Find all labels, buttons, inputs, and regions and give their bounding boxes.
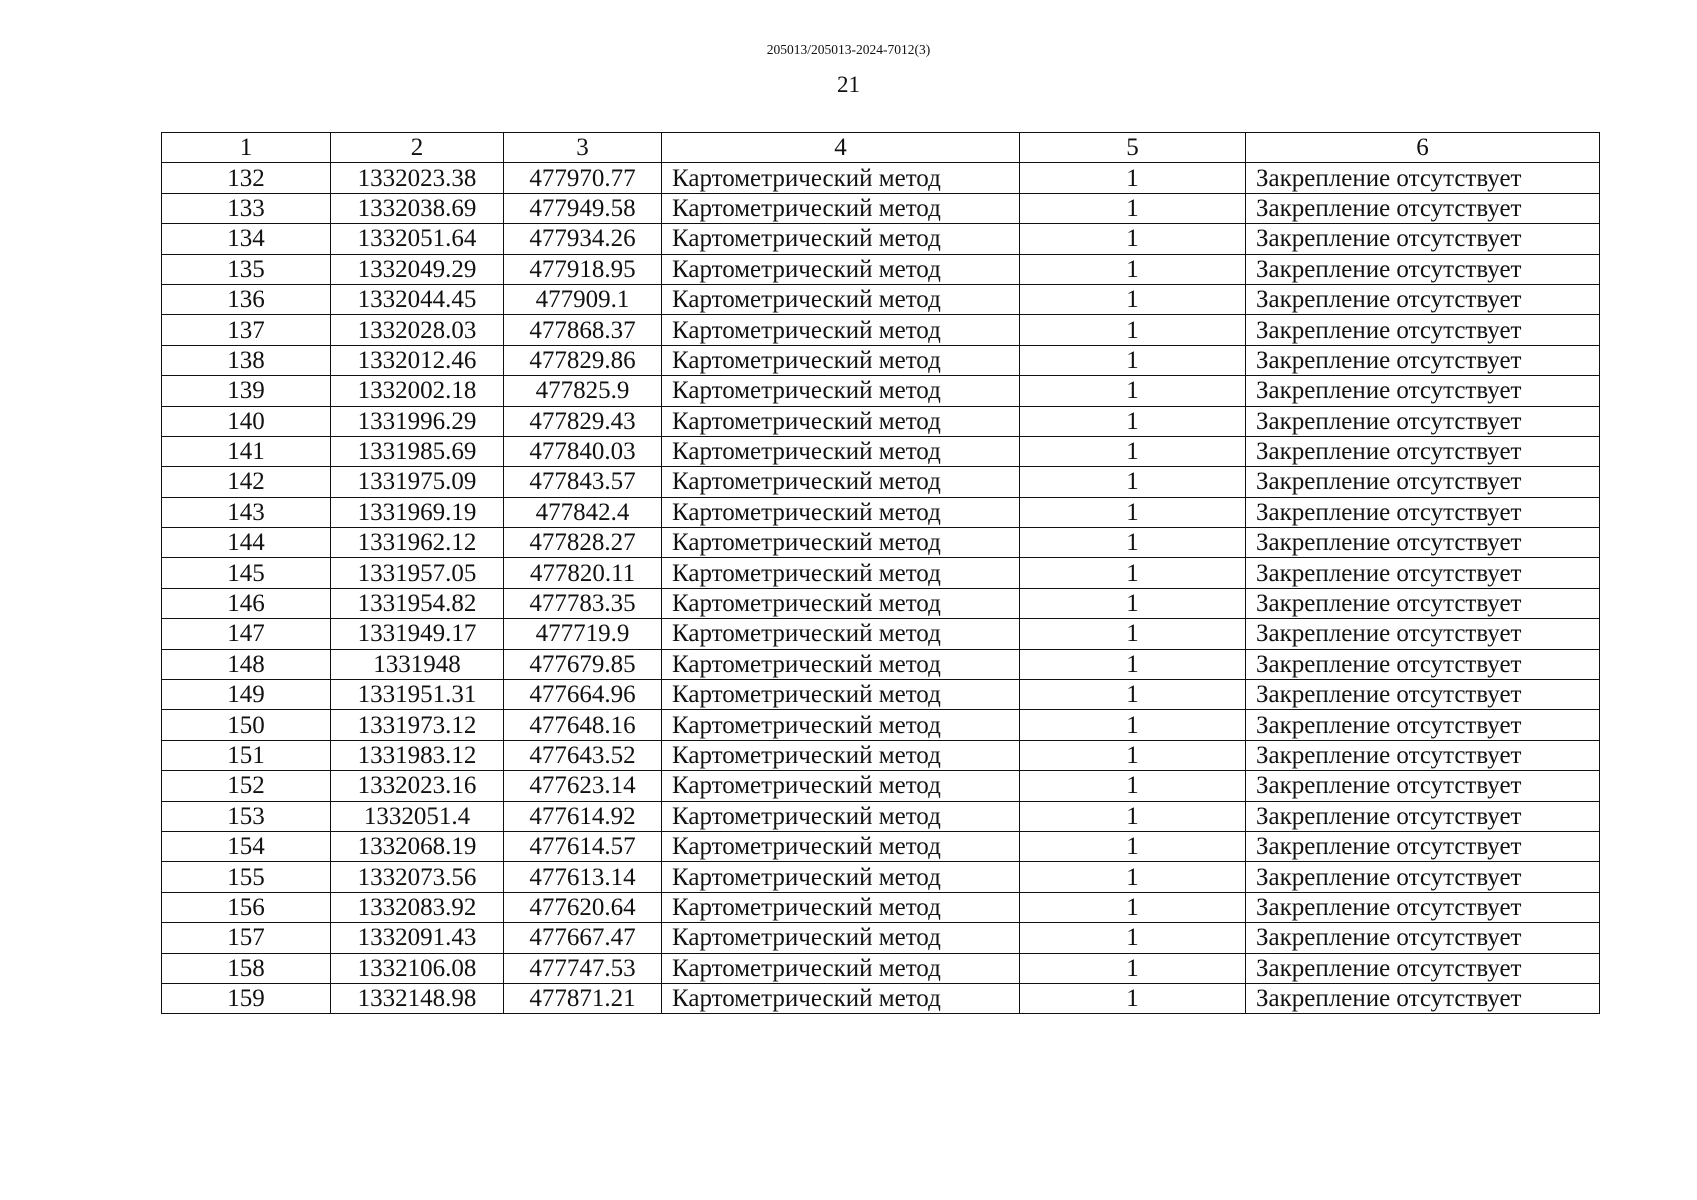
x-coordinate-cell: 1331957.05 bbox=[331, 558, 504, 588]
point-number-cell: 132 bbox=[162, 163, 331, 193]
y-coordinate-cell: 477868.37 bbox=[504, 315, 662, 345]
fixing-description-cell: Закрепление отсутствует bbox=[1246, 193, 1600, 223]
point-number-cell: 144 bbox=[162, 528, 331, 558]
point-number-cell: 139 bbox=[162, 376, 331, 406]
accuracy-cell: 1 bbox=[1020, 771, 1246, 801]
y-coordinate-cell: 477840.03 bbox=[504, 436, 662, 466]
table-row bbox=[162, 315, 1600, 345]
y-coordinate-cell: 477909.1 bbox=[504, 284, 662, 314]
point-number-cell: 156 bbox=[162, 892, 331, 922]
method-cell: Картометрический метод bbox=[662, 467, 1020, 497]
point-number-cell: 135 bbox=[162, 254, 331, 284]
fixing-description-cell: Закрепление отсутствует bbox=[1246, 376, 1600, 406]
table-row bbox=[162, 923, 1600, 953]
accuracy-cell: 1 bbox=[1020, 862, 1246, 892]
fixing-description-cell: Закрепление отсутствует bbox=[1246, 315, 1600, 345]
accuracy-cell: 1 bbox=[1020, 710, 1246, 740]
y-coordinate-cell: 477829.86 bbox=[504, 345, 662, 375]
point-number-cell: 152 bbox=[162, 771, 331, 801]
y-coordinate-cell: 477828.27 bbox=[504, 528, 662, 558]
table-row bbox=[162, 983, 1600, 1013]
table-row bbox=[162, 345, 1600, 375]
y-coordinate-cell: 477871.21 bbox=[504, 983, 662, 1013]
point-number-cell: 157 bbox=[162, 923, 331, 953]
method-cell: Картометрический метод bbox=[662, 376, 1020, 406]
fixing-description-cell: Закрепление отсутствует bbox=[1246, 558, 1600, 588]
x-coordinate-cell: 1332051.64 bbox=[331, 224, 504, 254]
y-coordinate-cell: 477934.26 bbox=[504, 224, 662, 254]
y-coordinate-cell: 477719.9 bbox=[504, 619, 662, 649]
fixing-description-cell: Закрепление отсутствует bbox=[1246, 923, 1600, 953]
y-coordinate-cell: 477783.35 bbox=[504, 588, 662, 618]
table-row bbox=[162, 497, 1600, 527]
accuracy-cell: 1 bbox=[1020, 193, 1246, 223]
table-row bbox=[162, 284, 1600, 314]
point-number-cell: 134 bbox=[162, 224, 331, 254]
y-coordinate-cell: 477643.52 bbox=[504, 740, 662, 770]
table-row bbox=[162, 649, 1600, 679]
point-number-cell: 136 bbox=[162, 284, 331, 314]
table-row bbox=[162, 710, 1600, 740]
point-number-cell: 155 bbox=[162, 862, 331, 892]
x-coordinate-cell: 1332051.4 bbox=[331, 801, 504, 831]
x-coordinate-cell: 1331949.17 bbox=[331, 619, 504, 649]
accuracy-cell: 1 bbox=[1020, 953, 1246, 983]
table-row bbox=[162, 193, 1600, 223]
table-row bbox=[162, 801, 1600, 831]
point-number-cell: 149 bbox=[162, 680, 331, 710]
point-number-cell: 159 bbox=[162, 983, 331, 1013]
fixing-description-cell: Закрепление отсутствует bbox=[1246, 528, 1600, 558]
fixing-description-cell: Закрепление отсутствует bbox=[1246, 983, 1600, 1013]
fixing-description-cell: Закрепление отсутствует bbox=[1246, 406, 1600, 436]
accuracy-cell: 1 bbox=[1020, 406, 1246, 436]
accuracy-cell: 1 bbox=[1020, 558, 1246, 588]
fixing-description-cell: Закрепление отсутствует bbox=[1246, 345, 1600, 375]
y-coordinate-cell: 477664.96 bbox=[504, 680, 662, 710]
x-coordinate-cell: 1332148.98 bbox=[331, 983, 504, 1013]
column-header-4: 4 bbox=[662, 133, 1020, 163]
table-row bbox=[162, 892, 1600, 922]
point-number-cell: 140 bbox=[162, 406, 331, 436]
fixing-description-cell: Закрепление отсутствует bbox=[1246, 740, 1600, 770]
x-coordinate-cell: 1331951.31 bbox=[331, 680, 504, 710]
method-cell: Картометрический метод bbox=[662, 528, 1020, 558]
table-row bbox=[162, 528, 1600, 558]
accuracy-cell: 1 bbox=[1020, 680, 1246, 710]
point-number-cell: 141 bbox=[162, 436, 331, 466]
table-row bbox=[162, 740, 1600, 770]
method-cell: Картометрический метод bbox=[662, 558, 1020, 588]
table-row bbox=[162, 376, 1600, 406]
table-row bbox=[162, 771, 1600, 801]
x-coordinate-cell: 1331996.29 bbox=[331, 406, 504, 436]
method-cell: Картометрический метод bbox=[662, 831, 1020, 861]
x-coordinate-cell: 1332083.92 bbox=[331, 892, 504, 922]
x-coordinate-cell: 1332023.38 bbox=[331, 163, 504, 193]
method-cell: Картометрический метод bbox=[662, 588, 1020, 618]
y-coordinate-cell: 477843.57 bbox=[504, 467, 662, 497]
method-cell: Картометрический метод bbox=[662, 163, 1020, 193]
fixing-description-cell: Закрепление отсутствует bbox=[1246, 284, 1600, 314]
table-row bbox=[162, 436, 1600, 466]
point-number-cell: 137 bbox=[162, 315, 331, 345]
y-coordinate-cell: 477613.14 bbox=[504, 862, 662, 892]
column-header-5: 5 bbox=[1020, 133, 1246, 163]
table-row bbox=[162, 680, 1600, 710]
table-row bbox=[162, 254, 1600, 284]
point-number-cell: 154 bbox=[162, 831, 331, 861]
fixing-description-cell: Закрепление отсутствует bbox=[1246, 892, 1600, 922]
page-number: 21 bbox=[837, 72, 860, 97]
y-coordinate-cell: 477648.16 bbox=[504, 710, 662, 740]
method-cell: Картометрический метод bbox=[662, 315, 1020, 345]
accuracy-cell: 1 bbox=[1020, 497, 1246, 527]
accuracy-cell: 1 bbox=[1020, 831, 1246, 861]
point-number-cell: 138 bbox=[162, 345, 331, 375]
method-cell: Картометрический метод bbox=[662, 649, 1020, 679]
table-row bbox=[162, 619, 1600, 649]
point-number-cell: 143 bbox=[162, 497, 331, 527]
point-number-cell: 148 bbox=[162, 649, 331, 679]
fixing-description-cell: Закрепление отсутствует bbox=[1246, 771, 1600, 801]
accuracy-cell: 1 bbox=[1020, 740, 1246, 770]
fixing-description-cell: Закрепление отсутствует bbox=[1246, 163, 1600, 193]
method-cell: Картометрический метод bbox=[662, 953, 1020, 983]
fixing-description-cell: Закрепление отсутствует bbox=[1246, 801, 1600, 831]
y-coordinate-cell: 477614.57 bbox=[504, 831, 662, 861]
point-number-cell: 153 bbox=[162, 801, 331, 831]
fixing-description-cell: Закрепление отсутствует bbox=[1246, 619, 1600, 649]
x-coordinate-cell: 1332068.19 bbox=[331, 831, 504, 861]
fixing-description-cell: Закрепление отсутствует bbox=[1246, 254, 1600, 284]
table-row bbox=[162, 163, 1600, 193]
y-coordinate-cell: 477747.53 bbox=[504, 953, 662, 983]
method-cell: Картометрический метод bbox=[662, 892, 1020, 922]
x-coordinate-cell: 1332028.03 bbox=[331, 315, 504, 345]
accuracy-cell: 1 bbox=[1020, 528, 1246, 558]
x-coordinate-cell: 1332044.45 bbox=[331, 284, 504, 314]
accuracy-cell: 1 bbox=[1020, 467, 1246, 497]
table-row bbox=[162, 588, 1600, 618]
document-id: 205013/205013-2024-7012(3) bbox=[766, 42, 931, 57]
fixing-description-cell: Закрепление отсутствует bbox=[1246, 862, 1600, 892]
fixing-description-cell: Закрепление отсутствует bbox=[1246, 831, 1600, 861]
x-coordinate-cell: 1332106.08 bbox=[331, 953, 504, 983]
x-coordinate-cell: 1332023.16 bbox=[331, 771, 504, 801]
column-header-1: 1 bbox=[162, 133, 331, 163]
point-number-cell: 146 bbox=[162, 588, 331, 618]
table-row bbox=[162, 558, 1600, 588]
method-cell: Картометрический метод bbox=[662, 862, 1020, 892]
y-coordinate-cell: 477918.95 bbox=[504, 254, 662, 284]
method-cell: Картометрический метод bbox=[662, 710, 1020, 740]
method-cell: Картометрический метод bbox=[662, 680, 1020, 710]
column-header-3: 3 bbox=[504, 133, 662, 163]
y-coordinate-cell: 477667.47 bbox=[504, 923, 662, 953]
y-coordinate-cell: 477820.11 bbox=[504, 558, 662, 588]
x-coordinate-cell: 1331962.12 bbox=[331, 528, 504, 558]
y-coordinate-cell: 477825.9 bbox=[504, 376, 662, 406]
fixing-description-cell: Закрепление отсутствует bbox=[1246, 953, 1600, 983]
point-number-cell: 133 bbox=[162, 193, 331, 223]
accuracy-cell: 1 bbox=[1020, 923, 1246, 953]
accuracy-cell: 1 bbox=[1020, 254, 1246, 284]
x-coordinate-cell: 1332073.56 bbox=[331, 862, 504, 892]
method-cell: Картометрический метод bbox=[662, 284, 1020, 314]
accuracy-cell: 1 bbox=[1020, 345, 1246, 375]
accuracy-cell: 1 bbox=[1020, 284, 1246, 314]
x-coordinate-cell: 1331969.19 bbox=[331, 497, 504, 527]
method-cell: Картометрический метод bbox=[662, 801, 1020, 831]
method-cell: Картометрический метод bbox=[662, 436, 1020, 466]
accuracy-cell: 1 bbox=[1020, 619, 1246, 649]
y-coordinate-cell: 477614.92 bbox=[504, 801, 662, 831]
method-cell: Картометрический метод bbox=[662, 345, 1020, 375]
x-coordinate-cell: 1332038.69 bbox=[331, 193, 504, 223]
accuracy-cell: 1 bbox=[1020, 588, 1246, 618]
accuracy-cell: 1 bbox=[1020, 801, 1246, 831]
accuracy-cell: 1 bbox=[1020, 376, 1246, 406]
y-coordinate-cell: 477620.64 bbox=[504, 892, 662, 922]
table-row bbox=[162, 831, 1600, 861]
accuracy-cell: 1 bbox=[1020, 892, 1246, 922]
point-number-cell: 147 bbox=[162, 619, 331, 649]
fixing-description-cell: Закрепление отсутствует bbox=[1246, 588, 1600, 618]
y-coordinate-cell: 477679.85 bbox=[504, 649, 662, 679]
fixing-description-cell: Закрепление отсутствует bbox=[1246, 680, 1600, 710]
table-row bbox=[162, 224, 1600, 254]
table-row bbox=[162, 862, 1600, 892]
method-cell: Картометрический метод bbox=[662, 740, 1020, 770]
table-header-row bbox=[162, 133, 1600, 163]
point-number-cell: 158 bbox=[162, 953, 331, 983]
fixing-description-cell: Закрепление отсутствует bbox=[1246, 649, 1600, 679]
method-cell: Картометрический метод bbox=[662, 406, 1020, 436]
table-row bbox=[162, 406, 1600, 436]
y-coordinate-cell: 477829.43 bbox=[504, 406, 662, 436]
x-coordinate-cell: 1331983.12 bbox=[331, 740, 504, 770]
x-coordinate-cell: 1331985.69 bbox=[331, 436, 504, 466]
x-coordinate-cell: 1332002.18 bbox=[331, 376, 504, 406]
table-row bbox=[162, 467, 1600, 497]
table-body bbox=[162, 163, 1600, 1014]
x-coordinate-cell: 1331973.12 bbox=[331, 710, 504, 740]
table-row bbox=[162, 953, 1600, 983]
accuracy-cell: 1 bbox=[1020, 649, 1246, 679]
method-cell: Картометрический метод bbox=[662, 983, 1020, 1013]
method-cell: Картометрический метод bbox=[662, 193, 1020, 223]
column-header-2: 2 bbox=[331, 133, 504, 163]
fixing-description-cell: Закрепление отсутствует bbox=[1246, 467, 1600, 497]
y-coordinate-cell: 477949.58 bbox=[504, 193, 662, 223]
point-number-cell: 142 bbox=[162, 467, 331, 497]
x-coordinate-cell: 1331954.82 bbox=[331, 588, 504, 618]
method-cell: Картометрический метод bbox=[662, 497, 1020, 527]
x-coordinate-cell: 1332012.46 bbox=[331, 345, 504, 375]
accuracy-cell: 1 bbox=[1020, 163, 1246, 193]
fixing-description-cell: Закрепление отсутствует bbox=[1246, 497, 1600, 527]
accuracy-cell: 1 bbox=[1020, 436, 1246, 466]
method-cell: Картометрический метод bbox=[662, 224, 1020, 254]
y-coordinate-cell: 477842.4 bbox=[504, 497, 662, 527]
fixing-description-cell: Закрепление отсутствует bbox=[1246, 436, 1600, 466]
method-cell: Картометрический метод bbox=[662, 923, 1020, 953]
accuracy-cell: 1 bbox=[1020, 224, 1246, 254]
method-cell: Картометрический метод bbox=[662, 771, 1020, 801]
accuracy-cell: 1 bbox=[1020, 983, 1246, 1013]
point-number-cell: 145 bbox=[162, 558, 331, 588]
y-coordinate-cell: 477970.77 bbox=[504, 163, 662, 193]
method-cell: Картометрический метод bbox=[662, 254, 1020, 284]
fixing-description-cell: Закрепление отсутствует bbox=[1246, 224, 1600, 254]
fixing-description-cell: Закрепление отсутствует bbox=[1246, 710, 1600, 740]
accuracy-cell: 1 bbox=[1020, 315, 1246, 345]
method-cell: Картометрический метод bbox=[662, 619, 1020, 649]
y-coordinate-cell: 477623.14 bbox=[504, 771, 662, 801]
x-coordinate-cell: 1331948 bbox=[331, 649, 504, 679]
coordinates-table bbox=[161, 132, 1600, 1014]
column-header-6: 6 bbox=[1246, 133, 1600, 163]
point-number-cell: 150 bbox=[162, 710, 331, 740]
x-coordinate-cell: 1332049.29 bbox=[331, 254, 504, 284]
x-coordinate-cell: 1331975.09 bbox=[331, 467, 504, 497]
x-coordinate-cell: 1332091.43 bbox=[331, 923, 504, 953]
point-number-cell: 151 bbox=[162, 740, 331, 770]
